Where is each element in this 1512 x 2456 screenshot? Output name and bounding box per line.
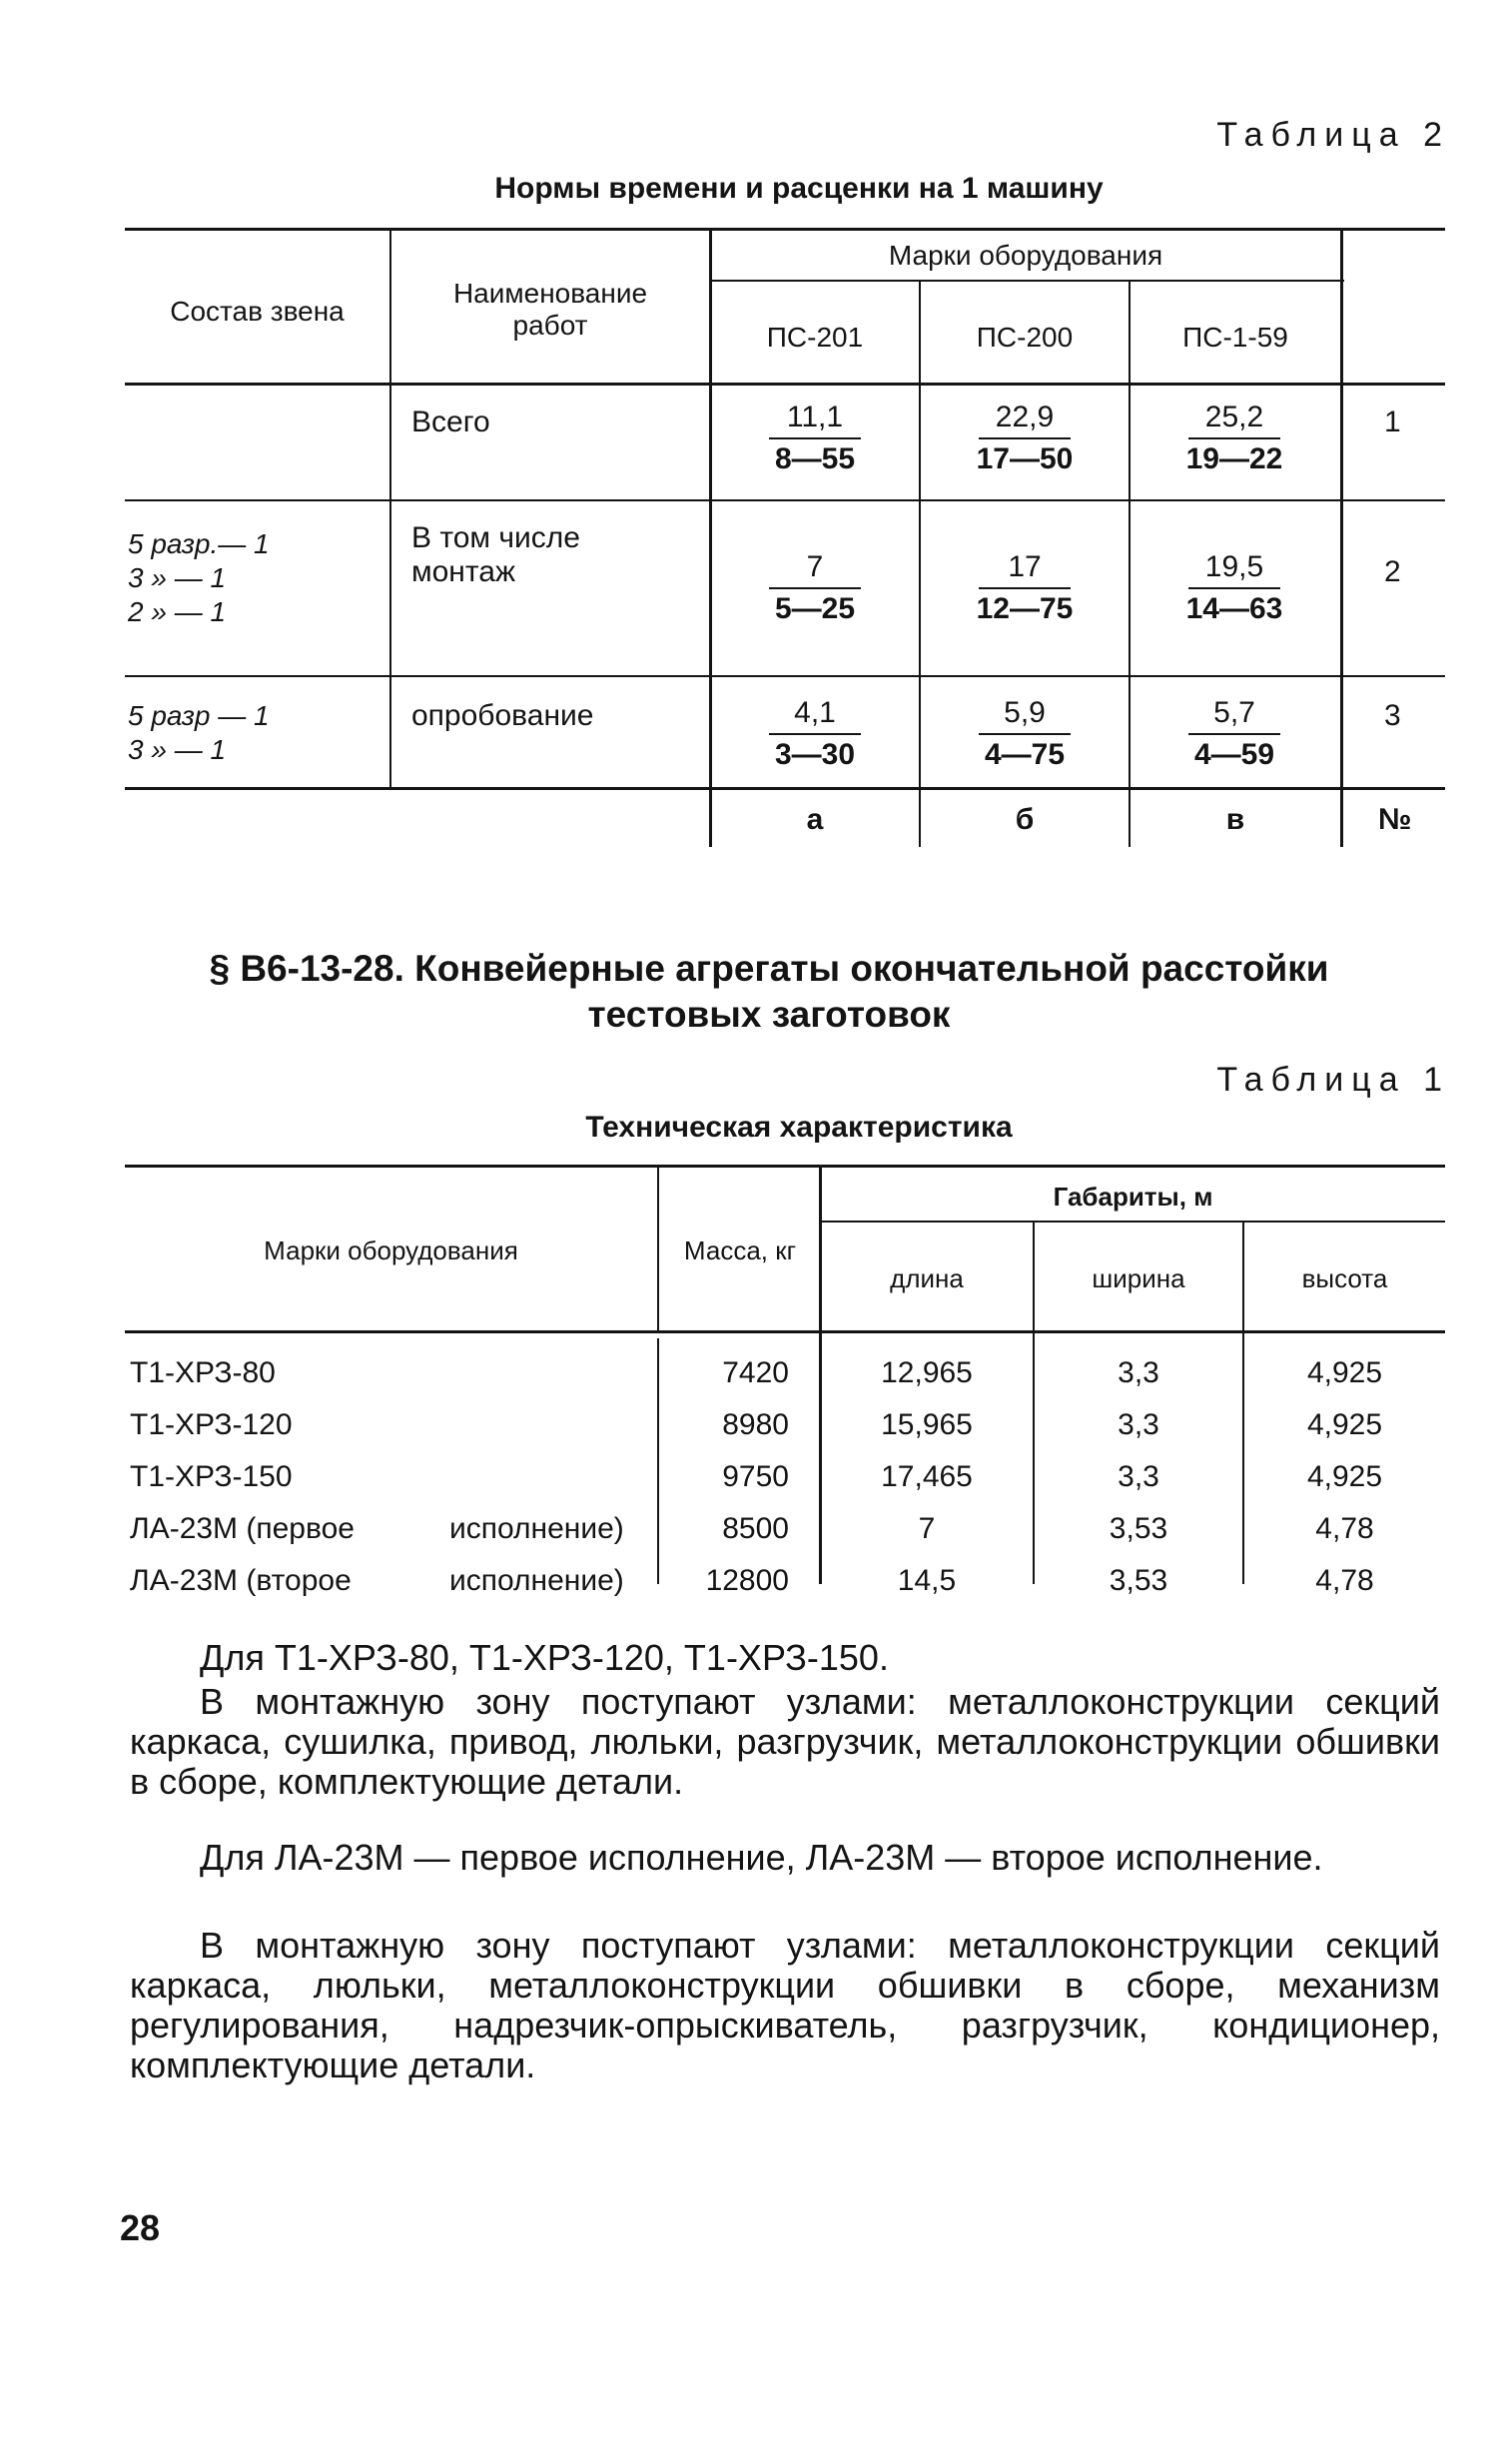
table-row xyxy=(0,1512,1512,1556)
table-2-caption: Нормы времени и расценки на 1 машину xyxy=(494,172,1104,205)
header-composition: Состав звена xyxy=(170,296,345,327)
table-row xyxy=(0,1460,1512,1504)
row-height: 4,78 xyxy=(1315,1512,1374,1545)
row-2-work-1: В том числе xyxy=(411,521,580,554)
row-width: 3,53 xyxy=(1109,1512,1168,1545)
header-brand-col-3: ПС-1-59 xyxy=(1182,322,1288,353)
row-mass: 8980 xyxy=(722,1408,789,1441)
row-2-value-c: 19,5 14—63 xyxy=(1185,550,1283,625)
row-2-work-2: монтаж xyxy=(411,555,516,588)
row-3-value-b: 5,9 4—75 xyxy=(965,693,1085,775)
table-1-label: Таблица 1 xyxy=(1216,1061,1450,1099)
row-height: 4,78 xyxy=(1315,1564,1374,1597)
row-mass: 9750 xyxy=(722,1460,789,1493)
table-row xyxy=(0,1564,1512,1608)
row-2-composition-3: 2 » — 1 xyxy=(128,596,227,627)
table-row xyxy=(0,1356,1512,1400)
header-brand-col-2: ПС-200 xyxy=(976,322,1074,353)
footer-col-c: в xyxy=(1225,803,1245,836)
header-brand-col-1: ПС-201 xyxy=(766,322,864,353)
row-width: 3,3 xyxy=(1118,1408,1159,1441)
row-length: 7 xyxy=(918,1512,936,1545)
row-1-work: Всего xyxy=(411,406,490,438)
row-1-value-b: 22,9 17—50 xyxy=(976,401,1074,475)
table-2 xyxy=(0,0,1512,899)
row-3-composition-1: 5 разр — 1 xyxy=(128,700,270,731)
row-length: 15,965 xyxy=(881,1408,973,1441)
row-name-suffix: исполнение) xyxy=(449,1564,624,1597)
page-number: 28 xyxy=(120,2207,161,2248)
row-length: 12,965 xyxy=(881,1356,973,1389)
row-2-value-a: 7 5—25 xyxy=(755,547,875,629)
paragraph-1: Для Т1-ХРЗ-80, Т1-ХРЗ-120, Т1-ХРЗ-150. xyxy=(200,1637,889,1678)
row-name: Т1-ХРЗ-120 xyxy=(130,1408,293,1441)
row-2-value-b: 17 12—75 xyxy=(976,550,1074,625)
footer-col-a: а xyxy=(806,803,824,836)
row-name: Т1-ХРЗ-150 xyxy=(130,1460,293,1493)
row-length: 17,465 xyxy=(881,1460,973,1493)
row-mass: 7420 xyxy=(722,1356,789,1389)
section-title-line-2: тестовых заготовок xyxy=(587,994,951,1035)
row-length: 14,5 xyxy=(897,1564,957,1597)
row-width: 3,53 xyxy=(1109,1564,1168,1597)
row-2-number: 2 xyxy=(1384,555,1401,588)
row-mass: 12800 xyxy=(705,1564,789,1597)
header-brands: Марки оборудования xyxy=(264,1235,518,1265)
row-3-work: опробование xyxy=(411,699,594,732)
header-height: высота xyxy=(1301,1263,1388,1293)
header-length: длина xyxy=(890,1263,964,1293)
table-2-label: Таблица 2 xyxy=(1216,116,1450,154)
row-height: 4,925 xyxy=(1306,1460,1383,1493)
paragraph-3: Для ЛА-23М — первое исполнение, ЛА-23М — второе исполнение. xyxy=(200,1837,1323,1878)
row-name: ЛА-23М (первое xyxy=(130,1512,355,1545)
row-mass: 8500 xyxy=(722,1512,789,1545)
header-dimensions: Габариты, м xyxy=(1053,1182,1213,1212)
row-3-value-a: 4,1 3—30 xyxy=(755,693,875,775)
row-width: 3,3 xyxy=(1118,1460,1159,1493)
table-row xyxy=(0,1408,1512,1452)
row-3-composition-2: 3 » — 1 xyxy=(128,734,227,765)
row-2-composition-1: 5 разр.— 1 xyxy=(128,528,270,559)
row-2-composition-2: 3 » — 1 xyxy=(128,562,227,593)
row-name: Т1-ХРЗ-80 xyxy=(130,1356,276,1389)
row-width: 3,3 xyxy=(1118,1356,1159,1389)
row-1-value-a: 11,1 8—55 xyxy=(755,398,875,479)
row-name-suffix: исполнение) xyxy=(449,1512,624,1545)
paragraph-4: В монтажную зону поступают узлами: металлоконструкции секций каркаса, люльки, металлоконструкции обшивки в сборе, механизм регулирования, надрезчик-опрыскиватель, разгрузчик, кондиционер, комплектующие детали. xyxy=(130,1925,1440,2085)
header-mass: Масса, кг xyxy=(683,1235,797,1265)
row-3-number: 3 xyxy=(1384,699,1401,732)
row-height: 4,925 xyxy=(1306,1356,1383,1389)
footer-col-b: б xyxy=(1015,803,1035,836)
header-brands: Марки оборудования xyxy=(888,240,1163,271)
footer-col-number: № xyxy=(1378,803,1412,836)
table-1 xyxy=(0,1099,1512,1658)
header-work-name: Наименование работ xyxy=(452,278,648,341)
section-title-line-1: § В6-13-28. Конвейерные агрегаты окончательной расстойки xyxy=(209,948,1329,989)
header-width: ширина xyxy=(1092,1263,1185,1293)
row-1-value-c: 25,2 19—22 xyxy=(1185,401,1283,475)
row-height: 4,925 xyxy=(1306,1408,1383,1441)
paragraph-2: В монтажную зону поступают узлами: металлоконструкции секций каркаса, сушилка, привод, люльки, разгрузчик, металлоконструкции обшивки в сборе, комплектующие детали. xyxy=(130,1681,1440,1802)
row-1-number: 1 xyxy=(1384,406,1401,438)
row-3-value-c: 5,7 4—59 xyxy=(1174,693,1294,775)
table-1-caption: Техническая характеристика xyxy=(585,1111,1013,1144)
row-name: ЛА-23М (второе xyxy=(130,1564,352,1597)
